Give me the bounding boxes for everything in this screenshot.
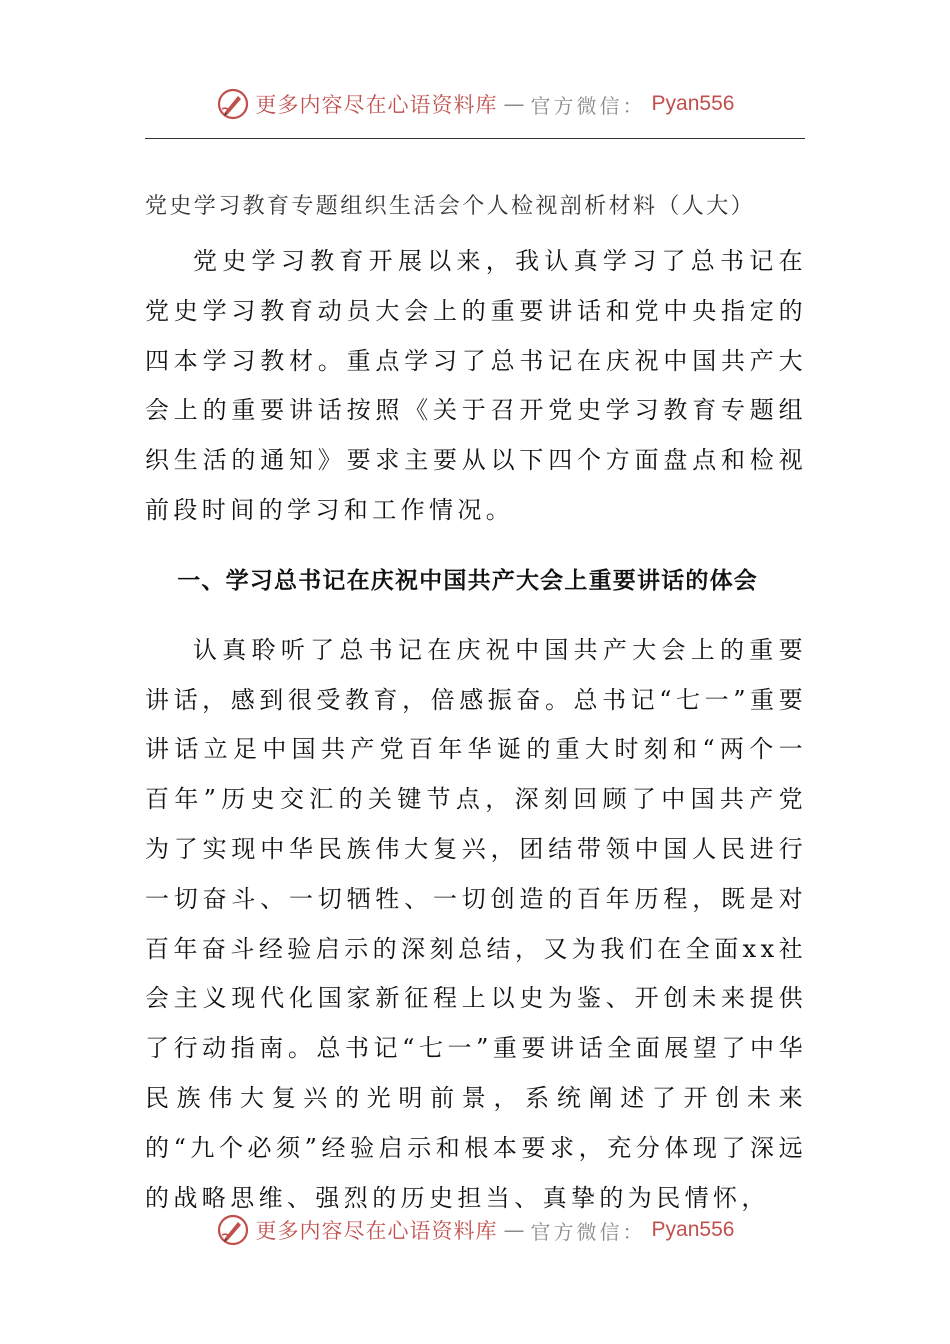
watermark-separator: — xyxy=(503,92,525,116)
watermark-brand-text: 更多内容尽在心语资料库 xyxy=(255,1219,498,1243)
intro-paragraph: 党史学习教育开展以来，我认真学习了总书记在党史学习教育动员大会上的重要讲话和党中央指定的四本学习教材。重点学习了总书记在庆祝中国共产大会上的重要讲话按照《关于召开党史学习教育专题组织生活的通知》要求主要从以下四个方面盘点和检视前段时间的学习和工作情况。 xyxy=(145,247,807,524)
watermark-separator: — xyxy=(503,1218,525,1242)
watermark-brand-text: 更多内容尽在心语资料库 xyxy=(255,93,498,117)
pen-logo-icon xyxy=(216,1213,250,1247)
pen-logo-icon xyxy=(216,87,250,121)
watermark-wechat-id: Pyan556 xyxy=(651,92,735,115)
header-divider xyxy=(145,138,805,139)
section-heading-1: 一、学习总书记在庆祝中国共产大会上重要讲话的体会 xyxy=(177,567,758,594)
footer-watermark xyxy=(0,1208,950,1252)
watermark-label: 官方微信： xyxy=(530,93,646,118)
section-1-paragraph: 认真聆听了总书记在庆祝中国共产大会上的重要讲话，感到很受教育，倍感振奋。总书记“七一”重要讲话立足中国共产党百年华诞的重大时刻和“两个一百年”历史交汇的关键节点，深刻回顾了中国共产党为了实现中华民族伟大复兴，团结带领中国人民进行一切奋斗、一切牺牲、一切创造的百年历程，既是对百年奋斗经验启示的深刻总结，又为我们在全面xx社会主义现代化国家新征程上以史为鉴、开创未来提供了行动指南。总书记“七一”重要讲话全面展望了中华民族伟大复兴的光明前景，系统阐述了开创未来的“九个必须”经验启示和根本要求，充分体现了深远的战略思维、强烈的历史担当、真挚的为民情怀， xyxy=(145,635,807,1212)
document-body xyxy=(145,185,807,1223)
document-title: 党史学习教育专题组织生活会个人检视剖析材料（人大） xyxy=(145,194,756,219)
header-watermark xyxy=(0,82,950,126)
watermark-label: 官方微信： xyxy=(530,1219,646,1244)
watermark-wechat-id: Pyan556 xyxy=(651,1218,735,1241)
